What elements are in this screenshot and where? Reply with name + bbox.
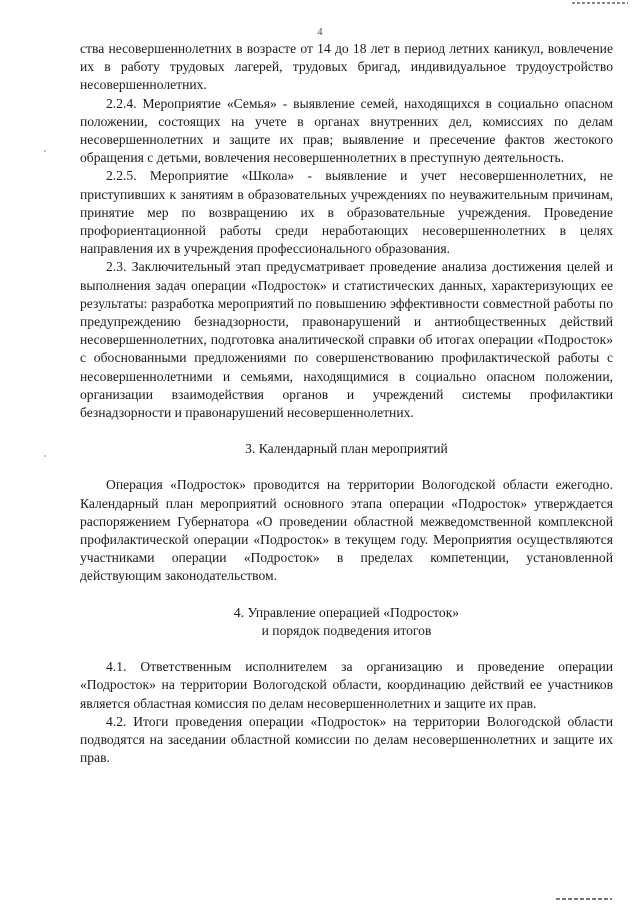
section-4-heading-line2: и порядок подведения итогов (261, 622, 432, 638)
page-number: 4 (317, 27, 323, 38)
paragraph-continuation: ства несовершеннолетних в возрасте от 14 до 18 лет в период летних каникул, вовлечение их в работу трудовых лагерей, трудовых бригад, индивидуальное трудоустройство несовершеннолетних. (80, 41, 613, 93)
scan-speck (44, 455, 46, 457)
section-3-heading: 3. Календарный план мероприятий (245, 441, 448, 457)
paragraph-2-2-4: 2.2.4. Мероприятие «Семья» - выявление семей, находящихся в социально опасном положении, состоящих на учете в органах внутренних дел, комиссиях по делам несовершеннолетних и защите их прав; выявление и пресечение фактов жестокого обращения с детьми, вовлечения несовершеннолетних в преступную деятельность. (80, 95, 613, 166)
section-4-heading (80, 604, 613, 640)
section-4-heading-line1: 4. Управление операцией «Подросток» (233, 604, 460, 620)
document-body (80, 40, 613, 767)
paragraph-4-1: 4.1. Ответственным исполнителем за организацию и проведение операции «Подросток» на территории Вологодской области, координацию действий ее участников является областная комиссия по делам несовершеннолетних и защите их прав. (80, 659, 613, 711)
scan-artifact-top (572, 2, 628, 4)
scan-artifact-bottom (556, 898, 612, 900)
paragraph-4-2: 4.2. Итоги проведения операции «Подросток» на территории Вологодской области подводятся на заседании областной комиссии по делам несовершеннолетних и защите их прав. (80, 713, 613, 766)
paragraph-section-3: Операция «Подросток» проводится на территории Вологодской области ежегодно. Календарный план мероприятий основного этапа операции «Подросток» утверждается распоряжением Губернатора «О проведении областной межведомственной комплексной профилактической операции «Подросток» в текущем году. Мероприятия осуществляются участниками операции «Подросток» в пределах компетенции, установленной действующим законодательством. (80, 477, 613, 584)
paragraph-2-2-5: 2.2.5. Мероприятие «Школа» - выявление и учет несовершеннолетних, не приступивших к занятиям в образовательных учреждениях по неуважительным причинам, принятие мер по возвращению их в образовательные учреждения. Проведение профориентационной работы среди неработающих несовершеннолетних в целях направления их в учреждения профессионального образования. (80, 168, 613, 257)
paragraph-2-3: 2.3. Заключительный этап предусматривает проведение анализа достижения целей и выполнения задач операции «Подросток» и статистических данных, характеризующих ее результаты: разработка мероприятий по повышению эффективности совместной работы по предупреждению безнадзорности, правонарушений и антиобщественных действий несовершеннолетних, подготовка аналитической справки об итогах операции «Подросток» с обоснованными предложениями по совершенствованию профилактической работы с несовершеннолетними и семьями, находящимися в социально опасном положении, организации взаимодействия органов и учреждений системы профилактики безнадзорности и правонарушений несовершеннолетних. (80, 259, 613, 421)
scan-speck (44, 150, 46, 152)
